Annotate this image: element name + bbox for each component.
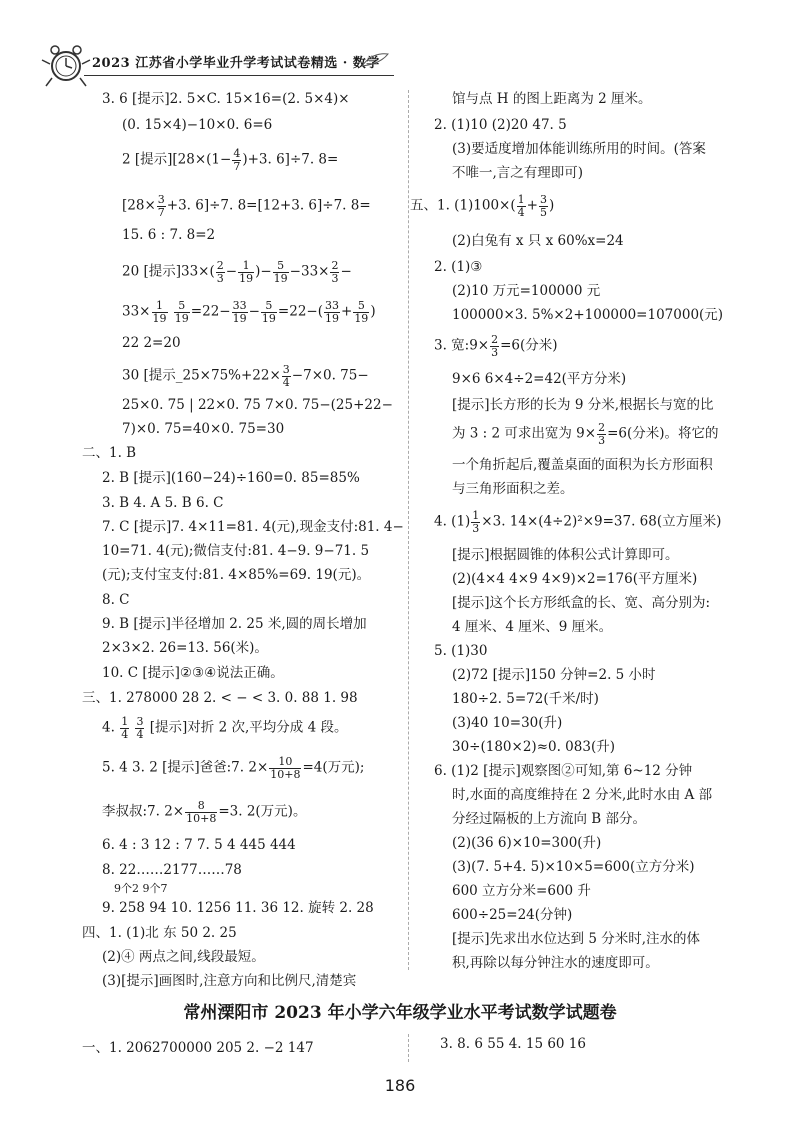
leaf-ornament-icon bbox=[358, 48, 394, 72]
answer-line: 2 [提示][28×(1− $\frac{4}{7}$ )+3. 6]÷7. 8= bbox=[122, 147, 339, 173]
answer-line: 7. C [提示]7. 4×11=81. 4(元),现金支付:81. 4− bbox=[102, 519, 404, 535]
answer-line: 6. 4 : 3 12 : 7 7. 5 4 445 444 bbox=[102, 837, 296, 853]
answer-line: [提示]先求出水位达到 5 分米时,注水的体 bbox=[452, 931, 700, 947]
section-heading: 五、1. (1)100×( $\frac{1}{4}$ + $\frac{3}{5}$ ) bbox=[410, 193, 555, 219]
header-title: 2023 江苏省小学毕业升学考试试卷精选 · 数学 bbox=[92, 56, 380, 71]
answer-line: 不唯一,言之有理即可) bbox=[452, 165, 584, 181]
answer-line: 时,水面的高度维持在 2 分米,此时水由 A 部 bbox=[452, 787, 713, 803]
answer-line: 5. 4 3. 2 [提示]爸爸:7. 2× $\frac{10}{10+8}$ =4(万元); bbox=[102, 755, 365, 781]
answer-line: 7)×0. 75=40×0. 75=30 bbox=[122, 421, 285, 437]
answer-line: 6. (1)2 [提示]观察图②可知,第 6~12 分钟 bbox=[434, 763, 693, 779]
answer-line: 李叔叔:7. 2× $\frac{8}{10+8}$ =3. 2(万元)。 bbox=[102, 799, 307, 825]
answer-line: 8. C bbox=[102, 592, 130, 608]
answer-line: 3. 宽:9× $\frac{2}{3}$ =6(分米) bbox=[434, 333, 558, 359]
answer-line: 25×0. 75 | 22×0. 75 7×0. 75−(25+22− bbox=[122, 397, 393, 413]
answer-line: (3)要适度增加体能训练所用的时间。(答案 bbox=[452, 141, 706, 157]
section-title: 常州溧阳市 2023 年小学六年级学业水平考试数学试题卷 bbox=[183, 1003, 617, 1023]
answer-line: (3)[提示]画图时,注意方向和比例尺,清楚宾 bbox=[102, 973, 357, 989]
clock-mascot-icon bbox=[40, 38, 92, 90]
bottom-answer-right: 3. 8. 6 55 4. 15 60 16 bbox=[440, 1036, 586, 1052]
answer-line: [28× $\frac{3}{7}$ +3. 6]÷7. 8=[12+3. 6]÷7. 8= bbox=[122, 193, 371, 219]
answer-line: 2. (1)③ bbox=[434, 259, 483, 275]
answer-line: 3. B 4. A 5. B 6. C bbox=[102, 495, 224, 511]
answer-line: 3. 6 [提示]2. 5×C. 15×16=(2. 5×4)× bbox=[102, 91, 350, 107]
header-rule bbox=[84, 75, 394, 76]
answer-line: 2. (1)10 (2)20 47. 5 bbox=[434, 117, 567, 133]
answer-line: [提示]根据圆锥的体积公式计算即可。 bbox=[452, 547, 679, 563]
answer-line: (0. 15×4)−10×0. 6=6 bbox=[122, 117, 273, 133]
answer-line: 20 [提示]33×( $\frac{2}{3}$ − $\frac{1}{19}$ )− $\frac{5}{19}$ −33× $\frac{2}{3}$ − bbox=[122, 259, 352, 285]
answer-note: 9个2 9个7 bbox=[114, 882, 168, 895]
answer-line: 积,再除以每分钟注水的速度即可。 bbox=[452, 955, 659, 971]
answer-line: 4 厘米、4 厘米、9 厘米。 bbox=[452, 619, 613, 635]
section-heading: 四、1. (1)北 东 50 2. 25 bbox=[82, 925, 237, 941]
answer-line: 分经过隔板的上方流向 B 部分。 bbox=[452, 811, 647, 827]
answer-line: (2)④ 两点之间,线段最短。 bbox=[102, 949, 265, 965]
column-divider bbox=[408, 1034, 409, 1062]
answer-line: (2)(36 6)×10=300(升) bbox=[452, 835, 602, 851]
answer-line: 为 3 : 2 可求出宽为 9× $\frac{2}{3}$ =6(分米)。将它的 bbox=[452, 421, 719, 447]
answer-line: 8. 22……2177……78 bbox=[102, 862, 242, 878]
section-heading: 三、1. 278000 28 2. < − < 3. 0. 88 1. 98 bbox=[82, 690, 358, 706]
answer-line: 9. B [提示]半径增加 2. 25 米,圆的周长增加 bbox=[102, 616, 367, 632]
answer-line: 30 [提示_25×75%+22× $\frac{3}{4}$ −7×0. 75− bbox=[122, 363, 369, 389]
answer-line: 15. 6 : 7. 8=2 bbox=[122, 227, 216, 243]
answer-line: 与三角形面积之差。 bbox=[452, 481, 574, 497]
bottom-answer-left: 一、1. 2062700000 205 2. −2 147 bbox=[82, 1040, 314, 1056]
page-number: 186 bbox=[384, 1076, 416, 1095]
answer-line: 100000×3. 5%×2+100000=107000(元) bbox=[452, 307, 724, 323]
answer-line: 180÷2. 5=72(千米/时) bbox=[452, 691, 599, 707]
answer-line: 2. B [提示](160−24)÷160=0. 85=85% bbox=[102, 470, 360, 486]
answer-line: 9×6 6×4÷2=42(平方分米) bbox=[452, 371, 627, 387]
answer-line: [提示]长方形的长为 9 分米,根据长与宽的比 bbox=[452, 397, 714, 413]
answer-line: 600 立方分米=600 升 bbox=[452, 883, 591, 899]
answer-line: (3)(7. 5+4. 5)×10×5=600(立方分米) bbox=[452, 859, 695, 875]
answer-line: 22 2=20 bbox=[122, 335, 181, 351]
answer-line: 33× $\frac{1}{19}$ $\frac{5}{19}$ =22− $\frac{33}{19}$ − $\frac{5}{19}$ =22−( $\frac{33}{19}$ + $\frac{5}{19}$ ) bbox=[122, 299, 376, 325]
answer-line: 30÷(180×2)≈0. 083(升) bbox=[452, 739, 615, 755]
answer-line: 2×3×2. 26=13. 56(米)。 bbox=[102, 640, 268, 656]
answer-line: 馆与点 H 的图上距离为 2 厘米。 bbox=[452, 91, 652, 107]
answer-line: (2)白兔有 x 只 x 60%x=24 bbox=[452, 233, 624, 249]
column-divider bbox=[408, 90, 409, 970]
answer-line: 4. (1) $\frac{1}{3}$ ×3. 14×(4÷2)²×9=37. 68(立方厘米) bbox=[434, 509, 722, 535]
answer-line: (2)(4×4 4×9 4×9)×2=176(平方厘米) bbox=[452, 571, 698, 587]
answer-line: 5. (1)30 bbox=[434, 643, 488, 659]
answer-line: (2)10 万元=100000 元 bbox=[452, 283, 601, 299]
answer-line: 4. $\frac{1}{4}$ $\frac{3}{4}$ [提示]对折 2 次,平均分成 4 段。 bbox=[102, 715, 348, 741]
section-heading: 二、1. B bbox=[82, 445, 137, 461]
answer-line: 10. C [提示]②③④说法正确。 bbox=[102, 665, 284, 681]
answer-line: (元);支付宝支付:81. 4×85%=69. 19(元)。 bbox=[102, 567, 371, 583]
answer-line: (3)40 10=30(升) bbox=[452, 715, 563, 731]
answer-line: [提示]这个长方形纸盒的长、宽、高分别为: bbox=[452, 595, 711, 611]
answer-line: 10=71. 4(元);微信支付:81. 4−9. 9−71. 5 bbox=[102, 543, 370, 559]
answer-line: (2)72 [提示]150 分钟=2. 5 小时 bbox=[452, 667, 656, 683]
page-header bbox=[40, 30, 770, 90]
answer-line: 600÷25=24(分钟) bbox=[452, 907, 573, 923]
answer-line: 一个角折起后,覆盖桌面的面积为长方形面积 bbox=[452, 457, 713, 473]
answer-line: 9. 258 94 10. 1256 11. 36 12. 旋转 2. 28 bbox=[102, 900, 374, 916]
